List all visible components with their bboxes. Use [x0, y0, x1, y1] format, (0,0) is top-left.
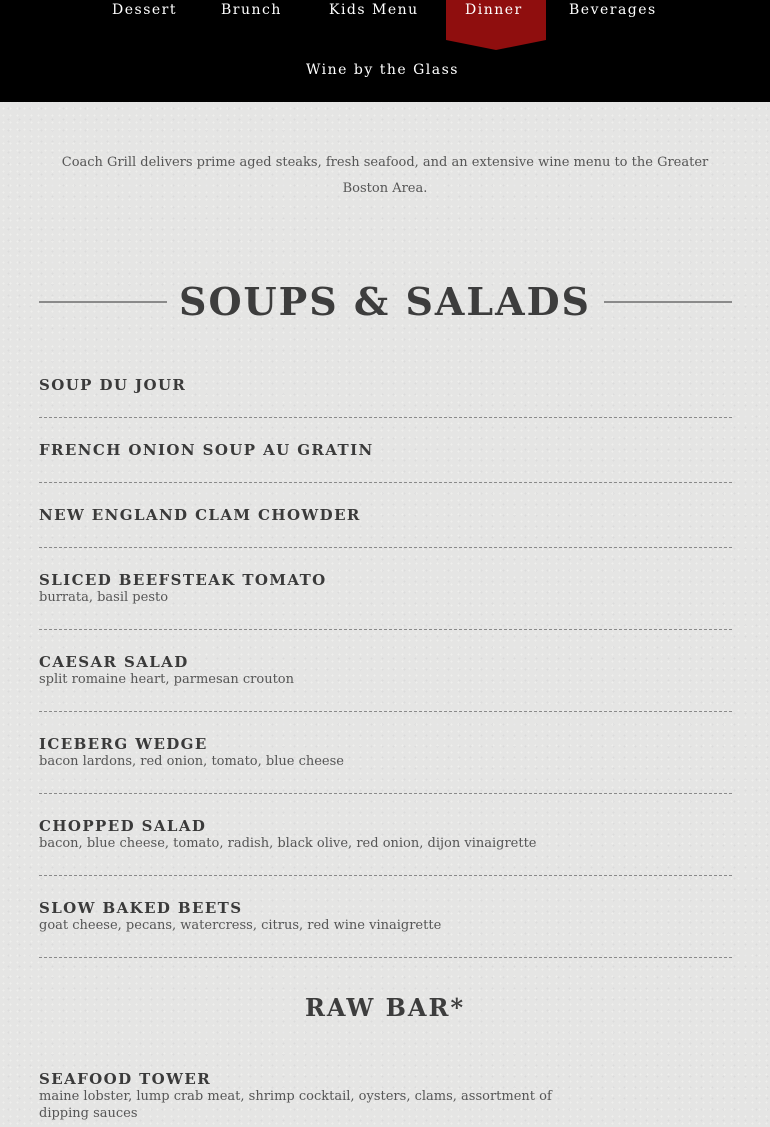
menu-item	[39, 441, 732, 459]
menu-item	[39, 1070, 599, 1122]
item-name: SOUP DU JOUR	[39, 376, 187, 394]
nav-wine-by-the-glass[interactable]: Wine by the Glass	[306, 62, 459, 78]
item-description: maine lobster, lump crab meat, shrimp cocktail, oysters, clams, assortment of dipping sauces	[39, 1089, 552, 1121]
item-description: bacon lardons, red onion, tomato, blue cheese	[39, 754, 344, 769]
menu-item	[39, 376, 732, 394]
menu-item	[39, 735, 732, 770]
item-name: CHOPPED SALAD	[39, 817, 207, 835]
item-description: split romaine heart, parmesan crouton	[39, 672, 295, 687]
item-description: burrata, basil pesto	[39, 590, 169, 605]
item-name: ICEBERG WEDGE	[39, 735, 208, 753]
item-divider	[39, 547, 732, 548]
item-description: goat cheese, pecans, watercress, citrus, red wine vinaigrette	[39, 918, 442, 933]
item-divider	[39, 417, 732, 418]
nav-kids-menu[interactable]: Kids Menu	[329, 2, 419, 18]
item-name: SLOW BAKED BEETS	[39, 899, 243, 917]
section-title-soups-salads: SOUPS & SALADS	[179, 279, 591, 324]
menu-item	[39, 571, 732, 606]
nav-dessert[interactable]: Dessert	[112, 2, 177, 18]
menu-item	[39, 653, 732, 688]
item-divider	[39, 793, 732, 794]
nav-dinner[interactable]: Dinner	[465, 2, 523, 18]
menu-item	[39, 899, 732, 934]
item-divider	[39, 482, 732, 483]
item-name: FRENCH ONION SOUP AU GRATIN	[39, 441, 374, 459]
item-divider	[39, 629, 732, 630]
nav-beverages[interactable]: Beverages	[569, 2, 657, 18]
item-name: SEAFOOD TOWER	[39, 1070, 212, 1088]
item-description: bacon, blue cheese, tomato, radish, black olive, red onion, dijon vinaigrette	[39, 836, 537, 851]
item-divider	[39, 957, 732, 958]
item-divider	[39, 875, 732, 876]
item-name: SLICED BEEFSTEAK TOMATO	[39, 571, 327, 589]
heading-rule-right	[604, 301, 732, 303]
menu-item	[39, 817, 732, 852]
top-navigation	[0, 0, 770, 102]
section-title-raw-bar: RAW BAR*	[304, 993, 466, 1022]
nav-brunch[interactable]: Brunch	[221, 2, 282, 18]
item-name: CAESAR SALAD	[39, 653, 189, 671]
intro-text: Coach Grill delivers prime aged steaks, fresh seafood, and an extensive wine menu to the Greater Boston Area.	[61, 155, 709, 196]
menu-item	[39, 506, 732, 524]
item-name: NEW ENGLAND CLAM CHOWDER	[39, 506, 361, 524]
item-divider	[39, 711, 732, 712]
